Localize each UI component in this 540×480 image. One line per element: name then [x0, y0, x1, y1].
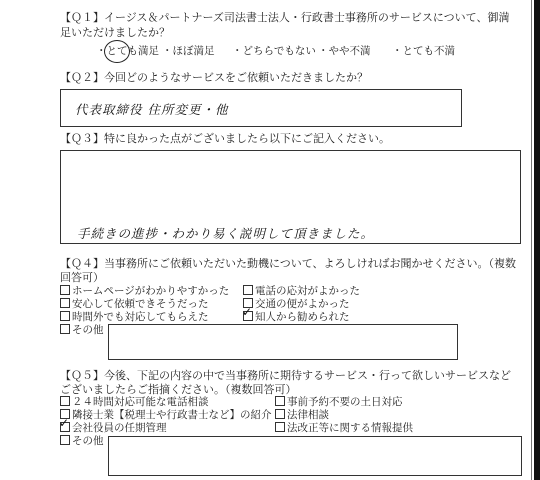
q4-option-other[interactable]	[60, 324, 104, 337]
checkbox[interactable]	[60, 435, 70, 445]
option-label: 隣接士業【税理士や行政書士など】の紹介	[72, 409, 272, 421]
option-label: その他	[72, 324, 104, 336]
selection-circle	[104, 40, 130, 63]
checkbox[interactable]	[60, 298, 70, 308]
q4-option-phone-response[interactable]	[243, 285, 360, 298]
q4-other-box[interactable]	[108, 324, 458, 360]
q1-heading-line1: 【Ｑ１】イージス＆パートナーズ司法書士法人・行政書士事務所のサービスについて、御満	[60, 11, 510, 24]
q1-heading-line2: 足いただけましたか？	[60, 26, 170, 39]
q2-heading: 【Ｑ２】今回どのようなサービスをご依頼いただきましたか？	[60, 71, 368, 84]
q4-heading-line2: 回答可）	[60, 271, 104, 284]
q2-answer-box[interactable]	[60, 89, 462, 127]
option-label: ２４時間対応可能な電話相談	[72, 396, 209, 408]
option-label: 事前予約不要の土日対応	[287, 396, 403, 408]
q1-option-label: やや不満	[328, 45, 371, 57]
option-label: 電話の応対がよかった	[255, 285, 360, 297]
q5-option-referral-professionals[interactable]	[60, 409, 272, 422]
q5-option-officer-term[interactable]	[60, 422, 167, 435]
q3-handwritten-answer: 手続きの進捗・わかり易く説明して頂きました。	[77, 226, 375, 241]
option-label: 時間外でも対応してもらえた	[72, 311, 209, 323]
q5-option-24h-phone[interactable]	[60, 396, 209, 409]
scan-edge-line	[531, 0, 532, 480]
q1-option-label: とても満足	[106, 45, 159, 57]
q5-other-box[interactable]	[108, 436, 522, 476]
option-label: 会社役員の任期管理	[72, 422, 167, 434]
q3-heading: 【Ｑ３】特に良かった点がございましたら以下にご記入ください。	[60, 132, 390, 145]
q5-heading-line2: ございましたらご指摘ください。（複数回答可）	[60, 383, 297, 396]
option-label: ホームページがわかりやすかった	[72, 285, 230, 297]
option-label: 法改正等に関する情報提供	[287, 422, 413, 434]
checkbox[interactable]	[60, 324, 70, 334]
checkbox[interactable]	[60, 396, 70, 406]
q5-option-legal-consult[interactable]	[275, 409, 329, 422]
q4-option-after-hours[interactable]	[60, 311, 209, 324]
q2-handwritten-answer: 代表取締役 住所変更・他	[75, 102, 229, 117]
q4-option-reassuring[interactable]	[60, 298, 209, 311]
checkbox[interactable]	[243, 285, 253, 295]
checkbox[interactable]	[60, 285, 70, 295]
q4-option-referral[interactable]	[243, 311, 350, 324]
q1-option-very-satisfied[interactable]: ・とても満足	[96, 45, 159, 57]
q5-option-other[interactable]	[60, 435, 104, 448]
q1-option-label: ほぼ満足	[172, 45, 215, 57]
option-label: 安心して依頼できそうだった	[72, 298, 209, 310]
checkbox[interactable]	[275, 396, 285, 406]
q1-option-slightly-dissatisfied[interactable]: ・やや不満	[318, 45, 371, 57]
q5-heading-line1: 【Ｑ５】今後、下記の内容の中で当事務所に期待するサービス・行って欲しいサービスなど	[60, 369, 511, 382]
q3-answer-box[interactable]	[60, 150, 521, 244]
q4-option-transport[interactable]	[243, 298, 350, 311]
option-label: 知人から勧められた	[255, 311, 350, 323]
q1-option-label: どちらでもない	[242, 45, 316, 57]
q5-option-weekend[interactable]	[275, 396, 403, 409]
checkbox[interactable]	[275, 422, 285, 432]
option-label: 法律相談	[287, 409, 329, 421]
checkbox[interactable]	[60, 311, 70, 321]
option-label: 交通の便がよかった	[255, 298, 350, 310]
q5-option-law-updates[interactable]	[275, 422, 413, 435]
scan-edge-shadow	[534, 0, 540, 480]
checkbox-checked[interactable]	[60, 422, 70, 432]
option-label: その他	[72, 435, 104, 447]
checkbox[interactable]	[275, 409, 285, 419]
checkbox-checked[interactable]	[243, 311, 253, 321]
q4-option-homepage[interactable]	[60, 285, 229, 298]
q1-option-label: とても不満	[402, 45, 455, 57]
q1-option-very-dissatisfied[interactable]: ・とても不満	[392, 45, 455, 57]
q1-option-neutral[interactable]: ・どちらでもない	[232, 45, 316, 57]
q4-heading-line1: 【Ｑ４】当事務所にご依頼いただいた動機について、よろしければお聞かせください。（複数	[60, 257, 517, 270]
q1-option-mostly-satisfied[interactable]: ・ほぼ満足	[162, 45, 215, 57]
